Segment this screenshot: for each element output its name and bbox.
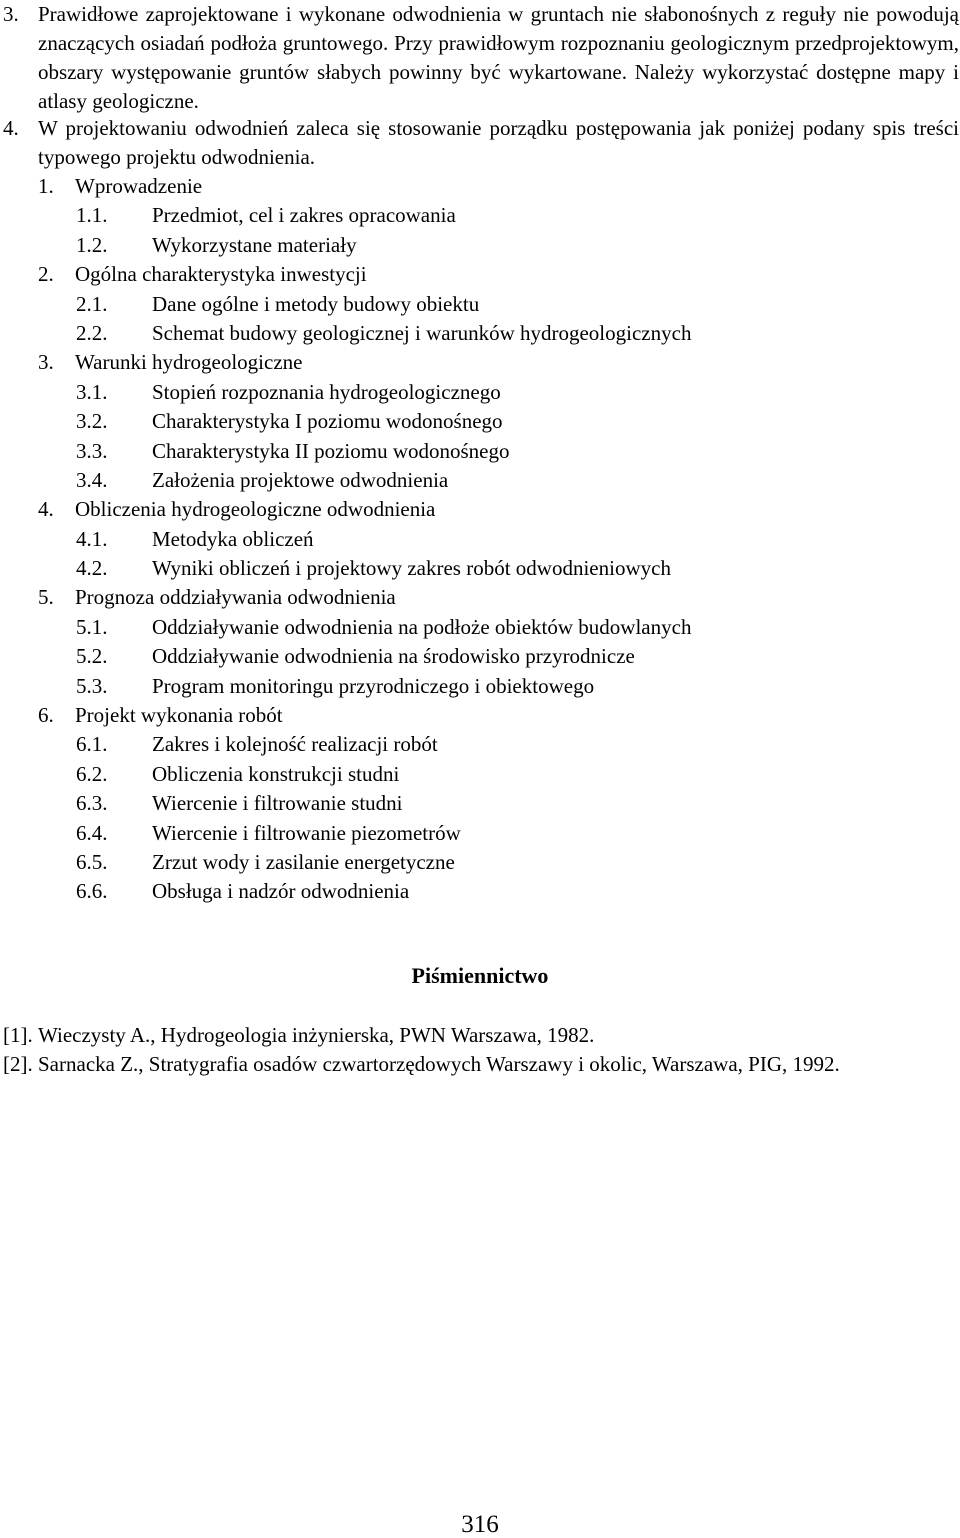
toc-entry-title: Obsługa i nadzór odwodnienia bbox=[152, 879, 410, 904]
toc-entry-title: Wiercenie i filtrowanie studni bbox=[152, 791, 403, 816]
toc-entry bbox=[38, 554, 938, 583]
toc-entry-number: 6.1. bbox=[76, 732, 108, 757]
toc-entry-title: Wiercenie i filtrowanie piezometrów bbox=[152, 820, 461, 845]
toc-entry-number: 4. bbox=[38, 497, 54, 522]
toc-entry-number: 1. bbox=[38, 174, 54, 198]
toc-entry bbox=[38, 378, 938, 407]
references-list bbox=[3, 1021, 959, 1079]
reference-text: Wieczysty A., Hydrogeologia inżynierska, PWN Warszawa, 1982. bbox=[38, 1023, 595, 1047]
toc-entry-title: Charakterystyka I poziomu wodonośnego bbox=[152, 409, 503, 434]
toc-entry bbox=[38, 437, 938, 466]
paragraph-4 bbox=[3, 114, 959, 172]
toc-entry-number: 5.1. bbox=[76, 614, 108, 639]
toc-entry bbox=[38, 319, 938, 348]
toc-entry-title: Obliczenia konstrukcji studni bbox=[152, 761, 400, 786]
toc-entry-number: 2. bbox=[38, 262, 54, 287]
toc-entry bbox=[38, 642, 938, 671]
paragraph-text: Prawidłowe zaprojektowane i wykonane odwodnienia w gruntach nie słabonośnych z reguły nie powodują znaczących osiadań podłoża gruntowego. Przy prawidłowym rozpoznaniu geologicznym przedprojektowym, obszary występowanie gruntów słabych powinny być wykartowane. Należy wykorzystać dostępne mapy i atlasy geologiczne. bbox=[38, 2, 959, 113]
toc-entry-number: 6.6. bbox=[76, 879, 108, 904]
toc-entry-number: 4.1. bbox=[76, 526, 108, 551]
toc-entry bbox=[38, 730, 938, 759]
toc-entry-number: 6. bbox=[38, 703, 54, 728]
toc-entry-title: Warunki hydrogeologiczne bbox=[75, 350, 303, 375]
toc-entry-number: 1.1. bbox=[76, 203, 108, 228]
toc-entry bbox=[38, 877, 938, 906]
page-number: 316 bbox=[461, 1511, 499, 1538]
toc-entry bbox=[38, 789, 938, 818]
toc-entry-title: Prognoza oddziaływania odwodnienia bbox=[75, 585, 396, 610]
toc-entry-number: 1.2. bbox=[76, 232, 108, 257]
toc-entry-number: 5.2. bbox=[76, 644, 108, 669]
toc-entry-number: 5. bbox=[38, 585, 54, 610]
toc-entry-title: Założenia projektowe odwodnienia bbox=[152, 467, 449, 492]
paragraph-number: 4. bbox=[3, 116, 19, 140]
reference-number: [2]. bbox=[3, 1052, 33, 1076]
toc-entry bbox=[38, 848, 938, 877]
toc-entry-title: Wyniki obliczeń i projektowy zakres robót odwodnieniowych bbox=[152, 556, 671, 581]
toc-entry-title: Stopień rozpoznania hydrogeologicznego bbox=[152, 379, 501, 404]
reference-item bbox=[3, 1050, 959, 1079]
toc-entry-title: Oddziaływanie odwodnienia na podłoże obiektów budowlanych bbox=[152, 614, 692, 639]
toc-entry-title: Metodyka obliczeń bbox=[152, 526, 314, 551]
toc-entry-number: 3. bbox=[38, 350, 54, 375]
toc-entry-title: Charakterystyka II poziomu wodonośnego bbox=[152, 438, 510, 463]
toc-entry-number: 6.4. bbox=[76, 820, 108, 845]
toc-entry-number: 6.2. bbox=[76, 761, 108, 786]
reference-number: [1]. bbox=[3, 1023, 33, 1047]
toc-entry-title: Wprowadzenie bbox=[75, 174, 203, 198]
toc-entry-title: Zakres i kolejność realizacji robót bbox=[152, 732, 438, 757]
toc-entry-number: 6.5. bbox=[76, 849, 108, 874]
toc-entry bbox=[38, 348, 938, 377]
toc-entry bbox=[38, 495, 938, 524]
paragraph-number: 3. bbox=[3, 2, 19, 26]
toc-entry bbox=[38, 201, 938, 230]
toc-entry bbox=[38, 525, 938, 554]
toc-entry bbox=[38, 172, 938, 201]
toc-entry-title: Przedmiot, cel i zakres opracowania bbox=[152, 203, 456, 228]
toc-entry bbox=[38, 231, 938, 260]
toc-entry-title: Oddziaływanie odwodnienia na środowisko przyrodnicze bbox=[152, 644, 635, 669]
toc-entry bbox=[38, 583, 938, 612]
toc-entry-number: 3.2. bbox=[76, 409, 108, 434]
toc-entry-title: Wykorzystane materiały bbox=[152, 232, 357, 257]
toc-entry-title: Program monitoringu przyrodniczego i obiektowego bbox=[152, 673, 595, 698]
toc-entry bbox=[38, 672, 938, 701]
toc-entry-title: Dane ogólne i metody budowy obiektu bbox=[152, 291, 480, 316]
toc-entry-number: 3.1. bbox=[76, 379, 108, 404]
toc-entry-title: Obliczenia hydrogeologiczne odwodnienia bbox=[75, 497, 436, 522]
toc-entry bbox=[38, 466, 938, 495]
toc-entry-title: Projekt wykonania robót bbox=[75, 703, 283, 728]
toc-entry-number: 5.3. bbox=[76, 673, 108, 698]
toc-entry-number: 3.4. bbox=[76, 467, 108, 492]
paragraph-3 bbox=[3, 0, 959, 116]
toc-entry bbox=[38, 613, 938, 642]
toc-entry bbox=[38, 819, 938, 848]
paragraph-text: W projektowaniu odwodnień zaleca się stosowanie porządku postępowania jak poniżej podany spis treści typowego projektu odwodnienia. bbox=[38, 116, 959, 169]
toc-entry-number: 6.3. bbox=[76, 791, 108, 816]
toc-entry bbox=[38, 760, 938, 789]
toc-entry-number: 4.2. bbox=[76, 556, 108, 581]
toc-entry-title: Schemat budowy geologicznej i warunków hydrogeologicznych bbox=[152, 320, 692, 345]
toc-entry-number: 3.3. bbox=[76, 438, 108, 463]
toc-entry bbox=[38, 407, 938, 436]
toc-entry-title: Zrzut wody i zasilanie energetyczne bbox=[152, 849, 455, 874]
table-of-contents bbox=[38, 172, 938, 907]
references-heading: Piśmiennictwo bbox=[411, 963, 549, 988]
toc-entry bbox=[38, 290, 938, 319]
reference-text: Sarnacka Z., Stratygrafia osadów czwartorzędowych Warszawy i okolic, Warszawa, PIG, 1992. bbox=[38, 1052, 840, 1076]
toc-entry-title: Ogólna charakterystyka inwestycji bbox=[75, 262, 367, 287]
reference-item bbox=[3, 1021, 959, 1050]
toc-entry bbox=[38, 260, 938, 289]
toc-entry-number: 2.2. bbox=[76, 320, 108, 345]
toc-entry-number: 2.1. bbox=[76, 291, 108, 316]
toc-entry bbox=[38, 701, 938, 730]
